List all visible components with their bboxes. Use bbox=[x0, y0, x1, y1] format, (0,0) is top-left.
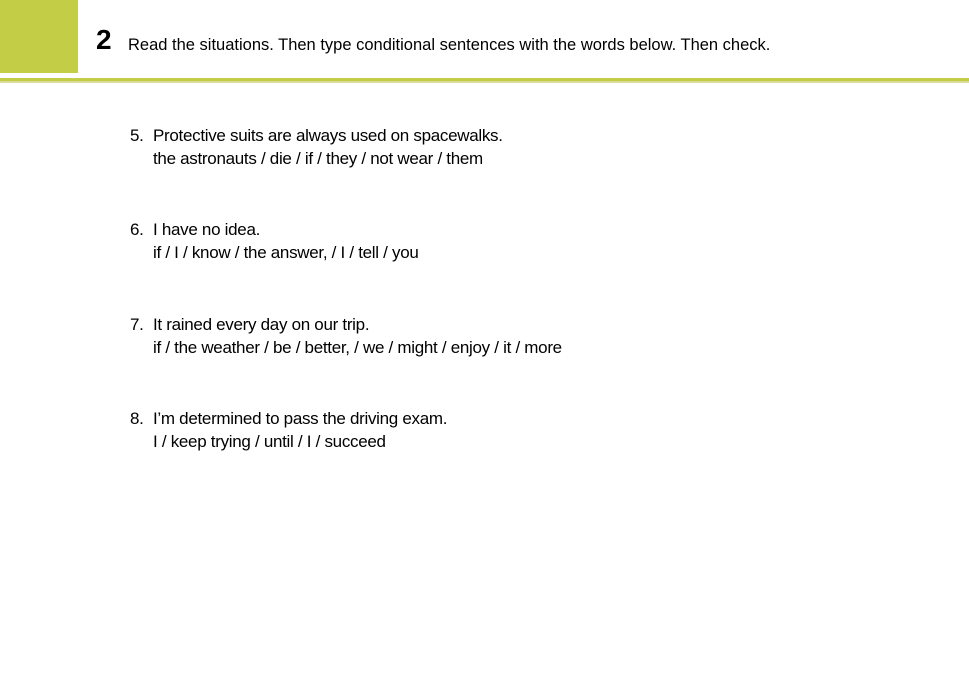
item-prompt: the astronauts / die / if / they / not wear / them bbox=[153, 149, 483, 168]
item-situation: I’m determined to pass the driving exam. bbox=[153, 409, 448, 428]
item-number: 6. bbox=[130, 220, 144, 239]
item-number: 7. bbox=[130, 315, 144, 334]
item-situation: It rained every day on our trip. bbox=[153, 315, 370, 334]
accent-block bbox=[0, 0, 78, 73]
exercise-number: 2 bbox=[96, 24, 112, 55]
item-prompt: if / the weather / be / better, / we / might / enjoy / it / more bbox=[153, 338, 562, 357]
item-number: 5. bbox=[130, 126, 144, 145]
exercise-instruction: Read the situations. Then type conditional sentences with the words below. Then check. bbox=[128, 36, 771, 54]
exercise-header bbox=[0, 0, 969, 80]
item-situation: Protective suits are always used on spacewalks. bbox=[153, 126, 503, 145]
item-number: 8. bbox=[130, 409, 144, 428]
header-divider-shadow bbox=[0, 81, 969, 83]
item-prompt: I / keep trying / until / I / succeed bbox=[153, 432, 386, 451]
item-prompt: if / I / know / the answer, / I / tell / you bbox=[153, 243, 419, 262]
item-situation: I have no idea. bbox=[153, 220, 261, 239]
